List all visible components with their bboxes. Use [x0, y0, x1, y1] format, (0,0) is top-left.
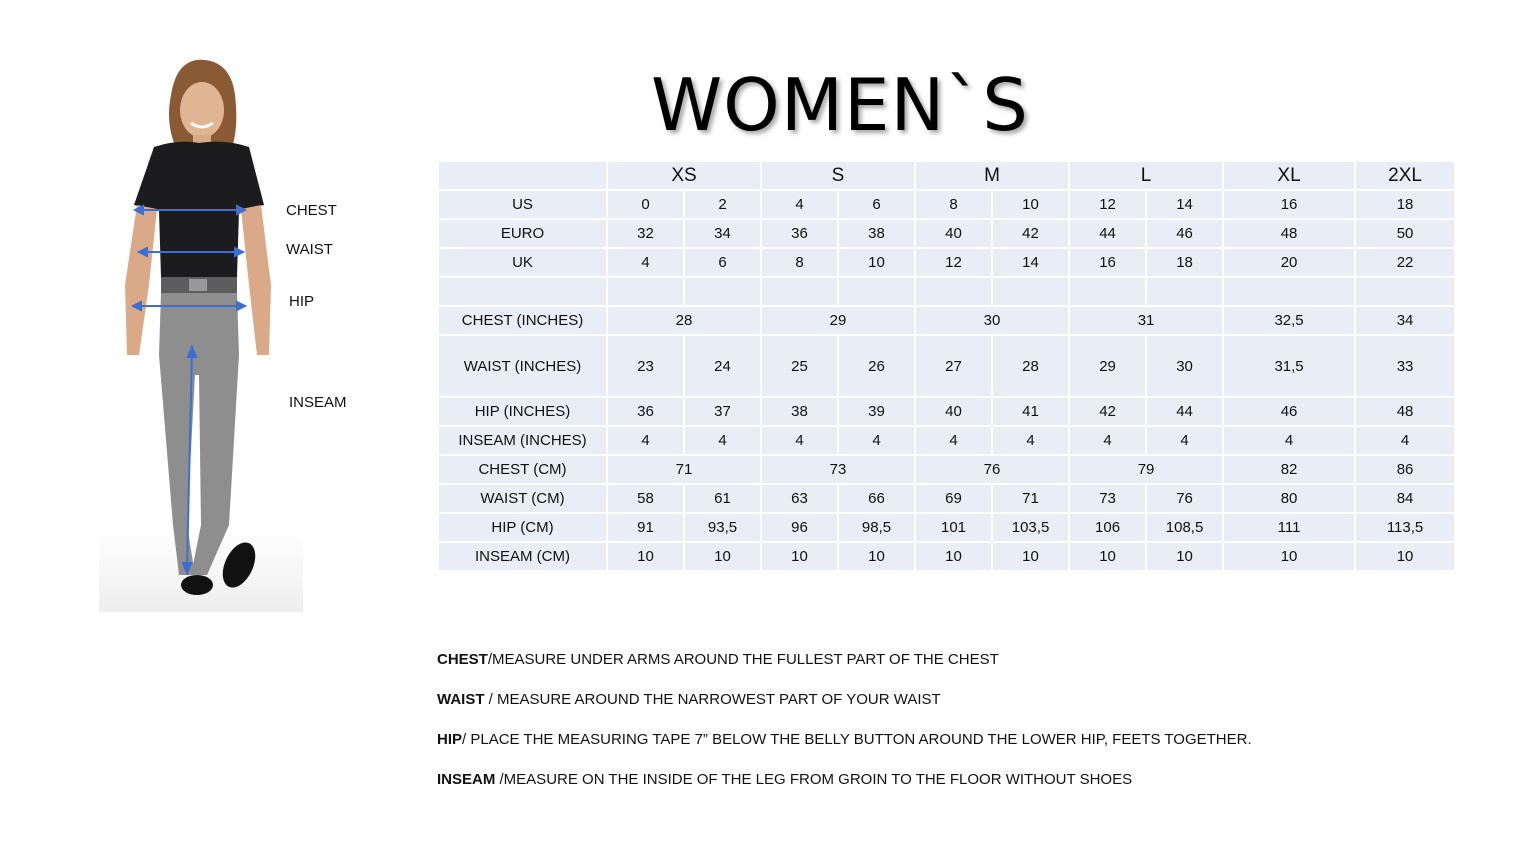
table-cell: 8 [761, 248, 838, 277]
row-label [438, 277, 607, 306]
table-cell: 76 [1146, 484, 1223, 513]
table-row [438, 513, 1455, 542]
table-cell: 18 [1355, 190, 1455, 219]
table-cell: 16 [1069, 248, 1146, 277]
size-header: L [1069, 161, 1223, 190]
table-cell: 28 [607, 306, 761, 335]
table-cell: 37 [684, 397, 761, 426]
table-cell: 46 [1223, 397, 1355, 426]
waist-label: WAIST [286, 241, 333, 258]
table-cell: 113,5 [1355, 513, 1455, 542]
table-cell: 73 [761, 455, 915, 484]
table-row [438, 190, 1455, 219]
table-cell: 4 [761, 426, 838, 455]
size-header: XL [1223, 161, 1355, 190]
table-cell: 18 [1146, 248, 1223, 277]
table-cell: 80 [1223, 484, 1355, 513]
size-header: 2XL [1355, 161, 1455, 190]
table-cell: 34 [1355, 306, 1455, 335]
table-cell: 41 [992, 397, 1069, 426]
table-cell: 16 [1223, 190, 1355, 219]
hip-label: HIP [289, 293, 315, 310]
table-cell: 46 [1146, 219, 1223, 248]
row-label: WAIST (CM) [438, 484, 607, 513]
table-cell: 38 [838, 219, 915, 248]
table-cell: 10 [761, 542, 838, 571]
table-cell: 82 [1223, 455, 1355, 484]
size-header: XS [607, 161, 761, 190]
table-cell [1355, 277, 1455, 306]
table-cell: 4 [1069, 426, 1146, 455]
size-header: S [761, 161, 915, 190]
table-row [438, 397, 1455, 426]
table-cell: 23 [607, 335, 684, 397]
table-cell: 20 [1223, 248, 1355, 277]
table-cell: 28 [992, 335, 1069, 397]
table-cell: 29 [761, 306, 915, 335]
table-cell: 30 [915, 306, 1069, 335]
table-cell: 101 [915, 513, 992, 542]
table-cell: 10 [1069, 542, 1146, 571]
table-cell: 12 [915, 248, 992, 277]
table-cell: 4 [1223, 426, 1355, 455]
note-waist: WAIST / MEASURE AROUND THE NARROWEST PART OF YOUR WAIST [437, 691, 941, 708]
table-cell: 4 [1146, 426, 1223, 455]
table-cell [1223, 277, 1355, 306]
chest-label: CHEST [286, 202, 337, 219]
table-cell [915, 277, 992, 306]
table-cell [1146, 277, 1223, 306]
table-cell [992, 277, 1069, 306]
table-cell: 33 [1355, 335, 1455, 397]
table-cell: 4 [607, 426, 684, 455]
table-cell: 4 [1355, 426, 1455, 455]
table-cell: 69 [915, 484, 992, 513]
table-cell [607, 277, 684, 306]
table-cell: 71 [607, 455, 761, 484]
table-cell: 103,5 [992, 513, 1069, 542]
table-cell: 10 [607, 542, 684, 571]
table-cell: 29 [1069, 335, 1146, 397]
table-row [438, 248, 1455, 277]
table-cell: 10 [915, 542, 992, 571]
table-cell: 111 [1223, 513, 1355, 542]
table-cell: 50 [1355, 219, 1455, 248]
table-cell: 4 [915, 426, 992, 455]
table-row [438, 219, 1455, 248]
table-cell: 63 [761, 484, 838, 513]
table-cell: 98,5 [838, 513, 915, 542]
table-cell: 25 [761, 335, 838, 397]
inseam-label: INSEAM [289, 394, 347, 411]
table-cell: 73 [1069, 484, 1146, 513]
table-cell: 106 [1069, 513, 1146, 542]
table-cell: 6 [838, 190, 915, 219]
table-row [438, 426, 1455, 455]
table-cell: 32 [607, 219, 684, 248]
table-cell: 31 [1069, 306, 1223, 335]
table-cell: 44 [1146, 397, 1223, 426]
table-cell: 10 [838, 248, 915, 277]
page-title: WOMEN`S [650, 63, 1030, 147]
table-cell: 86 [1355, 455, 1455, 484]
table-cell: 4 [761, 190, 838, 219]
table-row [438, 484, 1455, 513]
row-label: HIP (CM) [438, 513, 607, 542]
table-row [438, 306, 1455, 335]
table-cell: 10 [1355, 542, 1455, 571]
table-cell: 84 [1355, 484, 1455, 513]
table-cell: 71 [992, 484, 1069, 513]
note-chest: CHEST/MEASURE UNDER ARMS AROUND THE FULLEST PART OF THE CHEST [437, 651, 999, 668]
table-cell: 42 [1069, 397, 1146, 426]
table-cell: 93,5 [684, 513, 761, 542]
row-label: US [438, 190, 607, 219]
table-cell: 76 [915, 455, 1069, 484]
table-row [438, 335, 1455, 397]
table-cell: 32,5 [1223, 306, 1355, 335]
table-cell: 61 [684, 484, 761, 513]
table-cell: 14 [992, 248, 1069, 277]
row-label: INSEAM (INCHES) [438, 426, 607, 455]
size-header-row [438, 161, 1455, 190]
table-cell: 42 [992, 219, 1069, 248]
table-cell: 31,5 [1223, 335, 1355, 397]
row-label: CHEST (CM) [438, 455, 607, 484]
table-cell: 0 [607, 190, 684, 219]
row-label: UK [438, 248, 607, 277]
table-cell: 8 [915, 190, 992, 219]
table-cell: 96 [761, 513, 838, 542]
table-cell: 10 [684, 542, 761, 571]
table-cell: 4 [607, 248, 684, 277]
table-cell: 36 [761, 219, 838, 248]
row-label: INSEAM (CM) [438, 542, 607, 571]
table-cell: 14 [1146, 190, 1223, 219]
table-cell: 58 [607, 484, 684, 513]
table-cell: 27 [915, 335, 992, 397]
row-label: EURO [438, 219, 607, 248]
table-cell: 66 [838, 484, 915, 513]
table-cell [684, 277, 761, 306]
table-cell: 4 [838, 426, 915, 455]
model-figure [99, 55, 303, 612]
note-inseam: INSEAM /MEASURE ON THE INSIDE OF THE LEG FROM GROIN TO THE FLOOR WITHOUT SHOES [437, 771, 1133, 788]
size-header: M [915, 161, 1069, 190]
table-cell: 34 [684, 219, 761, 248]
header-corner [438, 161, 607, 190]
table-cell: 40 [915, 397, 992, 426]
size-chart-table [437, 160, 1456, 572]
table-cell [838, 277, 915, 306]
table-cell: 36 [607, 397, 684, 426]
measurement-notes [437, 650, 1437, 810]
table-cell: 38 [761, 397, 838, 426]
table-row [438, 455, 1455, 484]
table-cell: 24 [684, 335, 761, 397]
table-row [438, 542, 1455, 571]
table-cell: 48 [1223, 219, 1355, 248]
table-cell: 79 [1069, 455, 1223, 484]
table-cell: 4 [684, 426, 761, 455]
table-cell: 10 [1146, 542, 1223, 571]
table-cell: 10 [838, 542, 915, 571]
table-cell: 30 [1146, 335, 1223, 397]
table-row [438, 277, 1455, 306]
table-cell: 26 [838, 335, 915, 397]
table-cell: 10 [1223, 542, 1355, 571]
row-label: HIP (INCHES) [438, 397, 607, 426]
table-cell: 4 [992, 426, 1069, 455]
table-cell: 48 [1355, 397, 1455, 426]
table-cell: 6 [684, 248, 761, 277]
table-cell: 22 [1355, 248, 1455, 277]
row-label: CHEST (INCHES) [438, 306, 607, 335]
table-cell: 40 [915, 219, 992, 248]
table-cell: 91 [607, 513, 684, 542]
table-cell: 10 [992, 190, 1069, 219]
note-hip: HIP/ PLACE THE MEASURING TAPE 7” BELOW THE BELLY BUTTON AROUND THE LOWER HIP, FEETS TOGETHER. [437, 731, 1252, 748]
table-cell: 2 [684, 190, 761, 219]
table-cell: 12 [1069, 190, 1146, 219]
woman-silhouette-icon [99, 55, 303, 612]
table-cell: 44 [1069, 219, 1146, 248]
table-cell: 10 [992, 542, 1069, 571]
row-label: WAIST (INCHES) [438, 335, 607, 397]
table-cell: 39 [838, 397, 915, 426]
table-cell [1069, 277, 1146, 306]
table-cell [761, 277, 838, 306]
table-cell: 108,5 [1146, 513, 1223, 542]
